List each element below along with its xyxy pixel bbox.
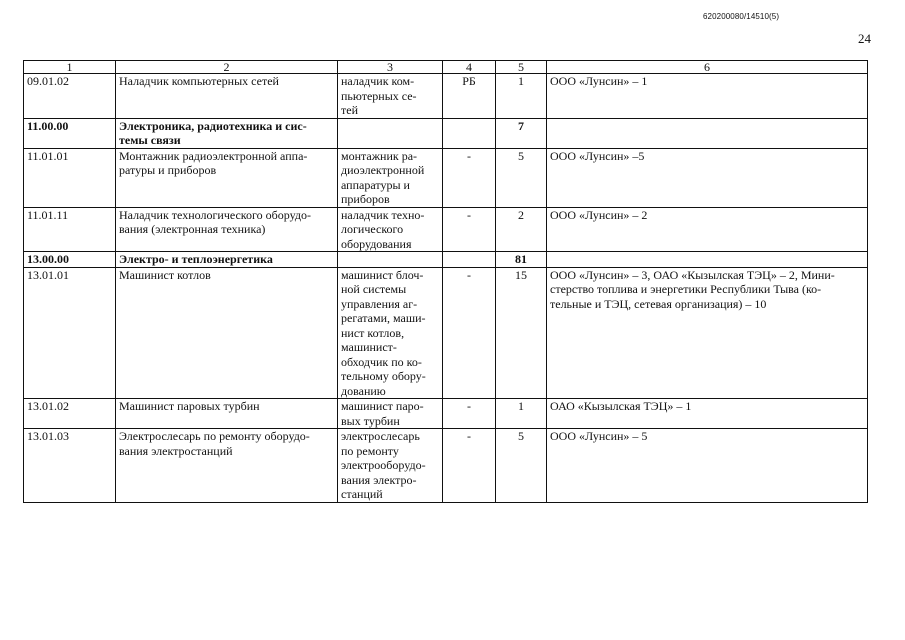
- cell-line: вых турбин: [341, 413, 400, 428]
- table-row: [24, 399, 868, 429]
- table-row: [24, 267, 868, 399]
- employers-cell: [547, 148, 868, 207]
- cell-line: приборов: [341, 192, 390, 206]
- qualification-cell: [338, 399, 443, 429]
- cell-line: стерство топлива и энергетики Республики Тыва (ко-: [550, 282, 822, 296]
- cell-line: Электроника, радиотехника и сис-: [119, 118, 307, 133]
- employers-cell: [547, 74, 868, 119]
- specialty-code-cell: 11.00.00: [24, 118, 116, 148]
- table-group-row: [24, 252, 868, 268]
- document-id: 620200080/14510(5): [703, 12, 780, 21]
- employers-cell: [547, 267, 868, 399]
- employers-cell: [547, 399, 868, 429]
- cell-line: вания (электронная техника): [119, 222, 266, 236]
- count-cell: 15: [496, 267, 547, 399]
- cell-line: тельные и ТЭЦ, сетевая организация) – 10: [550, 296, 767, 311]
- employers-cell: [547, 252, 868, 268]
- column-4-cell: РБ: [443, 74, 496, 119]
- cell-line: аппаратуры и: [341, 177, 410, 192]
- column-4-cell: [443, 118, 496, 148]
- cell-line: монтажник ра-: [341, 148, 418, 163]
- cell-line: ООО «Лунсин» – 3, ОАО «Кызылская ТЭЦ» – 2, Мини-: [550, 267, 835, 282]
- cell-line: машинист блоч-: [341, 267, 424, 282]
- qualification-cell: [338, 148, 443, 207]
- table-row: [24, 74, 868, 119]
- cell-line: станций: [341, 487, 383, 501]
- qualification-cell: [338, 429, 443, 503]
- cell-line: Машинист котлов: [119, 267, 211, 282]
- specialty-code-cell: 13.01.01: [24, 267, 116, 399]
- header-cell: 2: [116, 61, 338, 74]
- cell-line: ООО «Лунсин» – 1: [550, 74, 648, 88]
- specialties-table: [23, 60, 868, 503]
- column-4-cell: [443, 252, 496, 268]
- specialty-name-cell: [116, 148, 338, 207]
- cell-line: ООО «Лунсин» – 2: [550, 207, 648, 222]
- cell-line: нист котлов,: [341, 325, 405, 340]
- header-cell: 3: [338, 61, 443, 74]
- cell-line: ной системы: [341, 282, 407, 296]
- cell-line: управления аг-: [341, 296, 418, 311]
- count-cell: 2: [496, 207, 547, 252]
- cell-line: ООО «Лунсин» – 5: [550, 429, 648, 443]
- cell-line: машинист-: [341, 340, 397, 354]
- cell-line: электрослесарь: [341, 429, 420, 443]
- specialty-name-cell: [116, 267, 338, 399]
- specialty-code-cell: 13.01.03: [24, 429, 116, 503]
- cell-line: вания электростанций: [119, 443, 233, 458]
- header-cell: 6: [547, 61, 868, 74]
- specialty-name-cell: [116, 207, 338, 252]
- employers-cell: [547, 429, 868, 503]
- page-number: 24: [858, 31, 871, 46]
- specialty-code-cell: 13.00.00: [24, 252, 116, 268]
- qualification-cell: [338, 74, 443, 119]
- cell-line: пьютерных се-: [341, 88, 417, 103]
- cell-line: электрооборудо-: [341, 458, 426, 472]
- cell-line: обходчик по ко-: [341, 354, 422, 369]
- specialty-name-cell: [116, 118, 338, 148]
- count-cell: 81: [496, 252, 547, 268]
- cell-line: машинист паро-: [341, 399, 424, 413]
- header-cell: 5: [496, 61, 547, 74]
- cell-line: ОАО «Кызылская ТЭЦ» – 1: [550, 399, 692, 413]
- cell-line: тей: [341, 103, 358, 117]
- qualification-cell: [338, 252, 443, 268]
- table-group-row: [24, 118, 868, 148]
- cell-line: ООО «Лунсин» –5: [550, 148, 645, 163]
- specialty-name-cell: [116, 399, 338, 429]
- count-cell: 7: [496, 118, 547, 148]
- column-4-cell: -: [443, 429, 496, 503]
- count-cell: 1: [496, 74, 547, 119]
- table-row: [24, 148, 868, 207]
- cell-line: наладчик техно-: [341, 207, 425, 222]
- cell-line: наладчик ком-: [341, 74, 415, 88]
- header-cell: 1: [24, 61, 116, 74]
- cell-line: оборудования: [341, 236, 412, 251]
- specialty-name-cell: [116, 252, 338, 268]
- column-4-cell: -: [443, 399, 496, 429]
- cell-line: Монтажник радиоэлектронной аппа-: [119, 148, 308, 163]
- employers-cell: [547, 207, 868, 252]
- cell-line: Электро- и теплоэнергетика: [119, 252, 273, 266]
- table-row: [24, 207, 868, 252]
- specialty-name-cell: Наладчик компьютерных сетей: [116, 74, 338, 119]
- cell-line: темы связи: [119, 133, 181, 147]
- cell-line: тельному обору-: [341, 369, 426, 383]
- cell-line: Машинист паровых турбин: [119, 399, 260, 413]
- column-4-cell: -: [443, 267, 496, 399]
- cell-line: Электрослесарь по ремонту оборудо-: [119, 429, 310, 443]
- specialty-name-cell: [116, 429, 338, 503]
- qualification-cell: [338, 267, 443, 399]
- cell-line: Наладчик технологического оборудо-: [119, 207, 311, 222]
- qualification-cell: [338, 207, 443, 252]
- table-header-row: [24, 61, 868, 74]
- specialty-code-cell: 11.01.11: [24, 207, 116, 252]
- table-row: [24, 429, 868, 503]
- cell-line: по ремонту: [341, 443, 399, 458]
- count-cell: 5: [496, 148, 547, 207]
- cell-line: регатами, маши-: [341, 311, 426, 325]
- specialty-code-cell: 13.01.02: [24, 399, 116, 429]
- header-cell: 4: [443, 61, 496, 74]
- employers-cell: [547, 118, 868, 148]
- count-cell: 5: [496, 429, 547, 503]
- cell-line: диоэлектронной: [341, 163, 425, 177]
- column-4-cell: -: [443, 148, 496, 207]
- cell-line: логического: [341, 222, 404, 236]
- cell-line: ратуры и приборов: [119, 163, 217, 177]
- column-4-cell: -: [443, 207, 496, 252]
- cell-line: дованию: [341, 383, 386, 398]
- specialty-code-cell: 09.01.02: [24, 74, 116, 119]
- cell-line: вания электро-: [341, 472, 417, 487]
- qualification-cell: [338, 118, 443, 148]
- count-cell: 1: [496, 399, 547, 429]
- specialty-code-cell: 11.01.01: [24, 148, 116, 207]
